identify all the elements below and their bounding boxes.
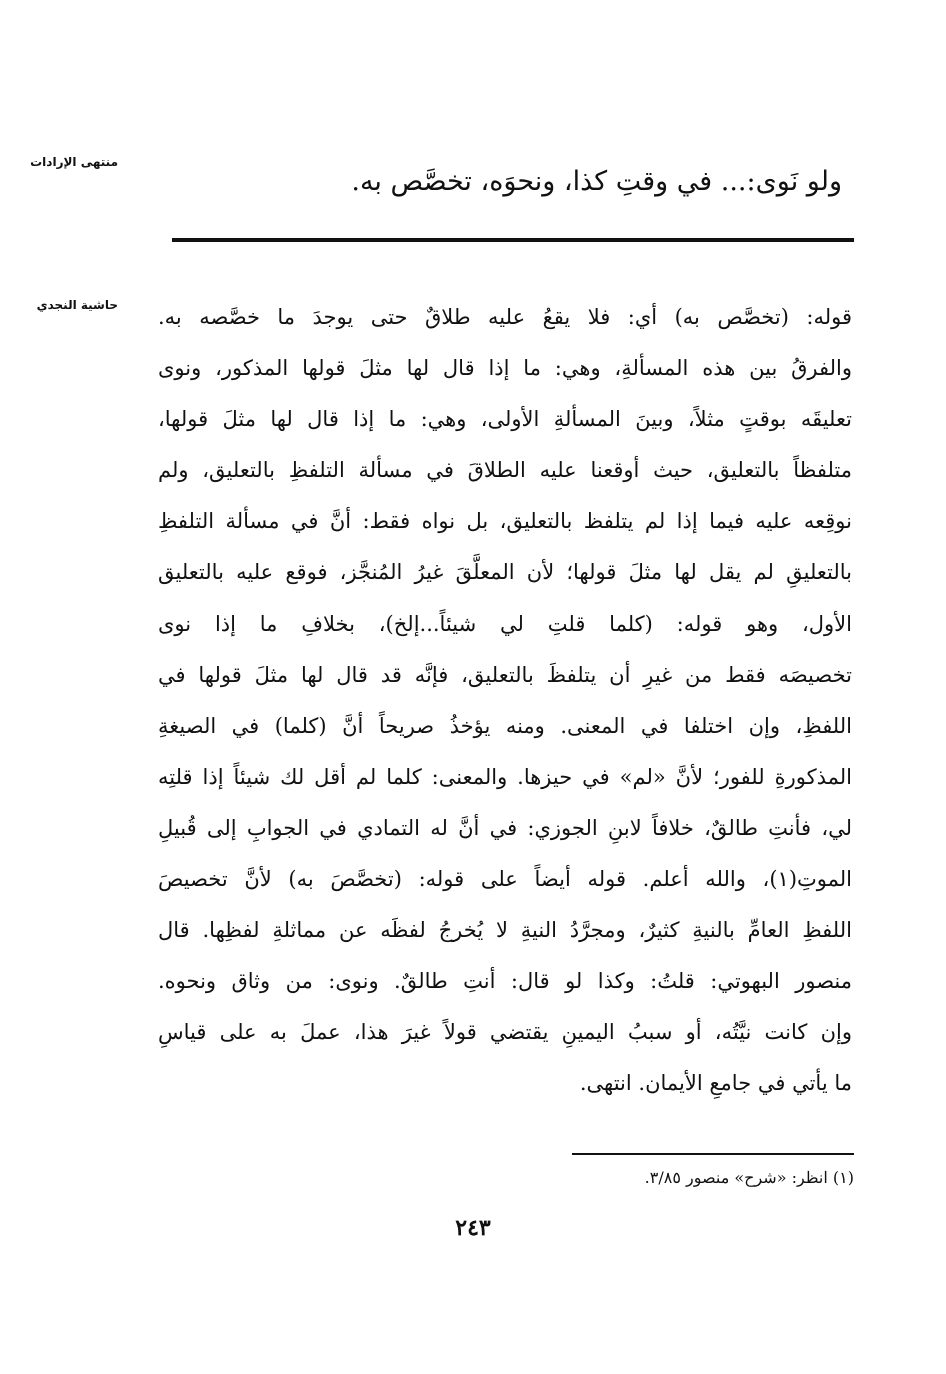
- hashiya-line: متلفظاً بالتعليق، حيث أوقعنا عليه الطلاقَ في مسألة التلفظِ بالتعليق، ولم: [158, 458, 852, 483]
- hashiya-line: نوقِعه عليه فيما إذا لم يتلفظ بالتعليق، بل نواه فقط: أنَّ في مسألة التلفظِ: [158, 509, 852, 534]
- margin-label-hashiya: حاشية النجدي: [36, 298, 118, 312]
- hashiya-line: بالتعليقِ لم يقل لها مثلَ قولها؛ لأن المعلَّقَ غيرُ المُنجَّز، فوقع عليه بالتعليق: [158, 560, 852, 585]
- hashiya-line: تخصيصَه فقط من غيرِ أن يتلفظَ بالتعليق، فإنَّه قد قال لها مثلَ قولها في: [158, 662, 852, 687]
- hashiya-line: وإن كانت نيَّتُه، أو سببُ اليمينِ يقتضي قولاً غيرَ هذا، عملَ به على قياسِ: [158, 1020, 852, 1045]
- hashiya-line: المذكورةِ للفور؛ لأنَّ «لم» في حيزها. والمعنى: كلما لم أقل لك شيئاً إذا قلتِه: [158, 764, 852, 789]
- hashiya-line: اللفظِ، وإن اختلفا في المعنى. ومنه يؤخذُ صريحاً أنَّ (كلما) في الصيغةِ: [158, 713, 852, 738]
- page-number: ٢٤٣: [455, 1215, 491, 1241]
- footnote-separator-rule: [572, 1153, 854, 1155]
- matn-separator-rule: [172, 238, 854, 242]
- matn-text: ولو نَوى:... في وقتِ كذا، ونحوَه، تخصَّص به.: [351, 166, 842, 197]
- hashiya-line: الموتِ(١)، والله أعلم. قوله أيضاً على قوله: (تخصَّصَ به) لأنَّ تخصيصَ: [158, 867, 852, 892]
- hashiya-line: الأول، وهو قوله: (كلما قلتِ لي شيئاً...إلخ)، بخلافِ ما إذا نوى: [158, 611, 852, 636]
- footnote: (١) انظر: «شرح» منصور ٣/٨٥.: [644, 1168, 854, 1187]
- hashiya-line: منصور البهوتي: قلتُ: وكذا لو قال: أنتِ طالقٌ. ونوى: من وثاق ونحوه.: [158, 969, 852, 994]
- hashiya-line: تعليقَه بوقتٍ مثلاً، وبينَ المسألةِ الأولى، وهي: ما إذا قال لها مثلَ قولها،: [158, 407, 852, 432]
- hashiya-line: قوله: (تخصَّص به) أي: فلا يقعُ عليه طلاقٌ حتى يوجدَ ما خصَّصه به.: [158, 305, 852, 329]
- hashiya-line: ما يأتي في جامعِ الأيمان. انتهى.: [579, 1071, 852, 1096]
- hashiya-line: اللفظِ العامِّ بالنيةِ كثيرٌ، ومجرَّدُ النيةِ لا يُخرجُ لفظَه عن مماثلةِ لفظِها. قال: [158, 918, 852, 943]
- margin-label-matn: منتهى الإرادات: [30, 155, 118, 169]
- hashiya-commentary: [158, 292, 852, 1110]
- hashiya-line: والفرقُ بين هذه المسألةِ، وهي: ما إذا قال لها مثلَ قولها المذكور، ونوى: [158, 356, 852, 381]
- hashiya-line: لي، فأنتِ طالقٌ، خلافاً لابنِ الجوزي: في أنَّ له التمادي في الجوابِ إلى قُبيلِ: [158, 815, 852, 840]
